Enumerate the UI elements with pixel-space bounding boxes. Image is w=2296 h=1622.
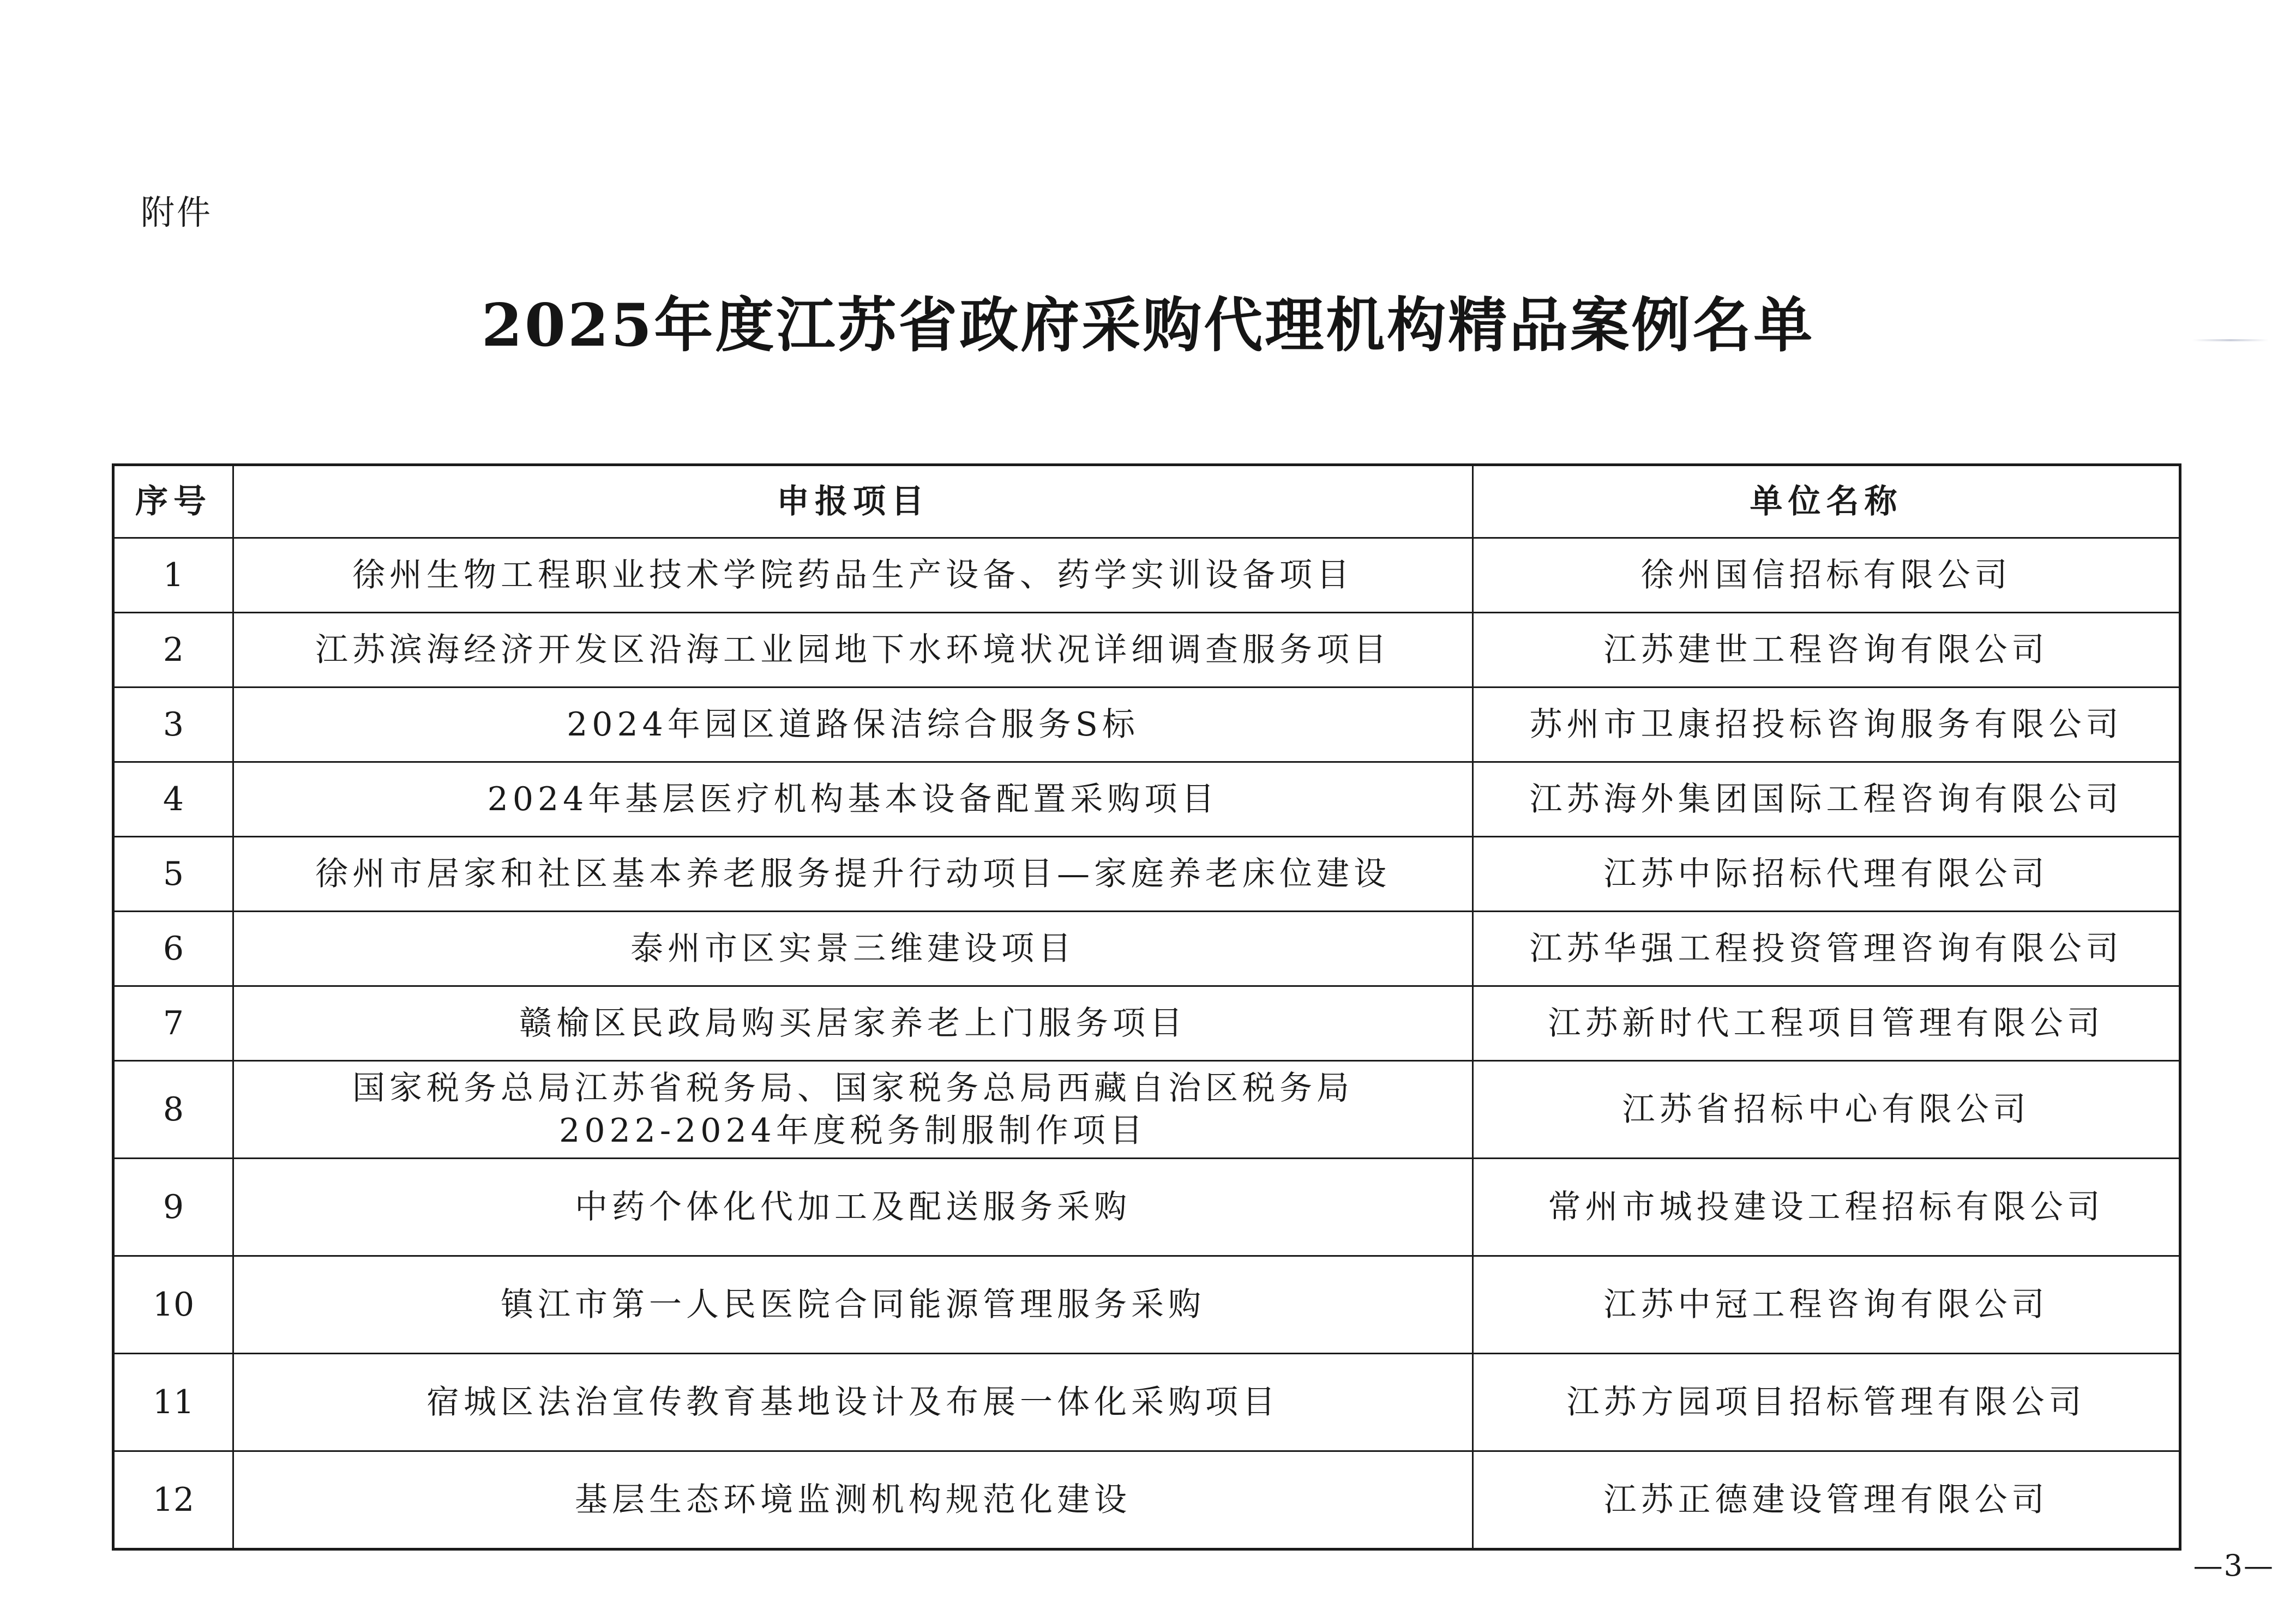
table-row bbox=[113, 1061, 2180, 1159]
row-project-line-2: 2022-2024年度税务制服制作项目 bbox=[559, 1112, 1147, 1150]
header-serial-number: 序号 bbox=[113, 465, 233, 538]
row-unit-name: 苏州市卫康招投标咨询服务有限公司 bbox=[1473, 688, 2180, 762]
row-project: 基层生态环境监测机构规范化建设 bbox=[233, 1451, 1473, 1549]
row-project: 2024年基层医疗机构基本设备配置采购项目 bbox=[233, 762, 1473, 837]
row-project: 徐州市居家和社区基本养老服务提升行动项目—家庭养老床位建设 bbox=[233, 837, 1473, 912]
table-header-row bbox=[113, 465, 2180, 538]
row-serial-number: 8 bbox=[113, 1061, 233, 1159]
table-row bbox=[113, 837, 2180, 912]
table-row bbox=[113, 538, 2180, 613]
row-serial-number: 2 bbox=[113, 613, 233, 688]
page-number: —3— bbox=[2193, 1548, 2274, 1583]
page-title: 2025年度江苏省政府采购代理机构精品案例名单 bbox=[481, 291, 1815, 360]
row-project: 赣榆区民政局购买居家养老上门服务项目 bbox=[233, 986, 1473, 1061]
row-serial-number: 9 bbox=[113, 1159, 233, 1256]
table-row bbox=[113, 1256, 2180, 1354]
table-row bbox=[113, 1451, 2180, 1549]
row-unit-name: 江苏华强工程投资管理咨询有限公司 bbox=[1473, 912, 2180, 986]
row-serial-number: 5 bbox=[113, 837, 233, 912]
row-project: 镇江市第一人民医院合同能源管理服务采购 bbox=[233, 1256, 1473, 1354]
row-serial-number: 12 bbox=[113, 1451, 233, 1549]
row-project bbox=[233, 1061, 1473, 1159]
table-row bbox=[113, 912, 2180, 986]
row-project: 徐州生物工程职业技术学院药品生产设备、药学实训设备项目 bbox=[233, 538, 1473, 613]
row-unit-name: 江苏中冠工程咨询有限公司 bbox=[1473, 1256, 2180, 1354]
scan-artifact bbox=[2192, 339, 2269, 341]
header-project: 申报项目 bbox=[233, 465, 1473, 538]
row-serial-number: 11 bbox=[113, 1354, 233, 1451]
row-serial-number: 3 bbox=[113, 688, 233, 762]
row-project-line-1: 国家税务总局江苏省税务局、国家税务总局西藏自治区税务局 bbox=[352, 1069, 1354, 1107]
row-serial-number: 6 bbox=[113, 912, 233, 986]
row-unit-name: 江苏省招标中心有限公司 bbox=[1473, 1061, 2180, 1159]
table-row bbox=[113, 613, 2180, 688]
row-serial-number: 7 bbox=[113, 986, 233, 1061]
case-list-table bbox=[112, 463, 2181, 1551]
row-unit-name: 江苏建世工程咨询有限公司 bbox=[1473, 613, 2180, 688]
table-row bbox=[113, 688, 2180, 762]
row-unit-name: 常州市城投建设工程招标有限公司 bbox=[1473, 1159, 2180, 1256]
table-row bbox=[113, 986, 2180, 1061]
row-unit-name: 江苏中际招标代理有限公司 bbox=[1473, 837, 2180, 912]
row-unit-name: 徐州国信招标有限公司 bbox=[1473, 538, 2180, 613]
row-serial-number: 10 bbox=[113, 1256, 233, 1354]
table-row bbox=[113, 1159, 2180, 1256]
row-serial-number: 1 bbox=[113, 538, 233, 613]
attachment-label: 附件 bbox=[141, 192, 213, 232]
table-row bbox=[113, 762, 2180, 837]
row-unit-name: 江苏方园项目招标管理有限公司 bbox=[1473, 1354, 2180, 1451]
row-project: 宿城区法治宣传教育基地设计及布展一体化采购项目 bbox=[233, 1354, 1473, 1451]
row-project: 江苏滨海经济开发区沿海工业园地下水环境状况详细调查服务项目 bbox=[233, 613, 1473, 688]
row-project: 中药个体化代加工及配送服务采购 bbox=[233, 1159, 1473, 1256]
row-unit-name: 江苏新时代工程项目管理有限公司 bbox=[1473, 986, 2180, 1061]
row-project: 2024年园区道路保洁综合服务S标 bbox=[233, 688, 1473, 762]
row-unit-name: 江苏海外集团国际工程咨询有限公司 bbox=[1473, 762, 2180, 837]
table-row bbox=[113, 1354, 2180, 1451]
row-project: 泰州市区实景三维建设项目 bbox=[233, 912, 1473, 986]
row-unit-name: 江苏正德建设管理有限公司 bbox=[1473, 1451, 2180, 1549]
header-unit-name: 单位名称 bbox=[1473, 465, 2180, 538]
row-serial-number: 4 bbox=[113, 762, 233, 837]
